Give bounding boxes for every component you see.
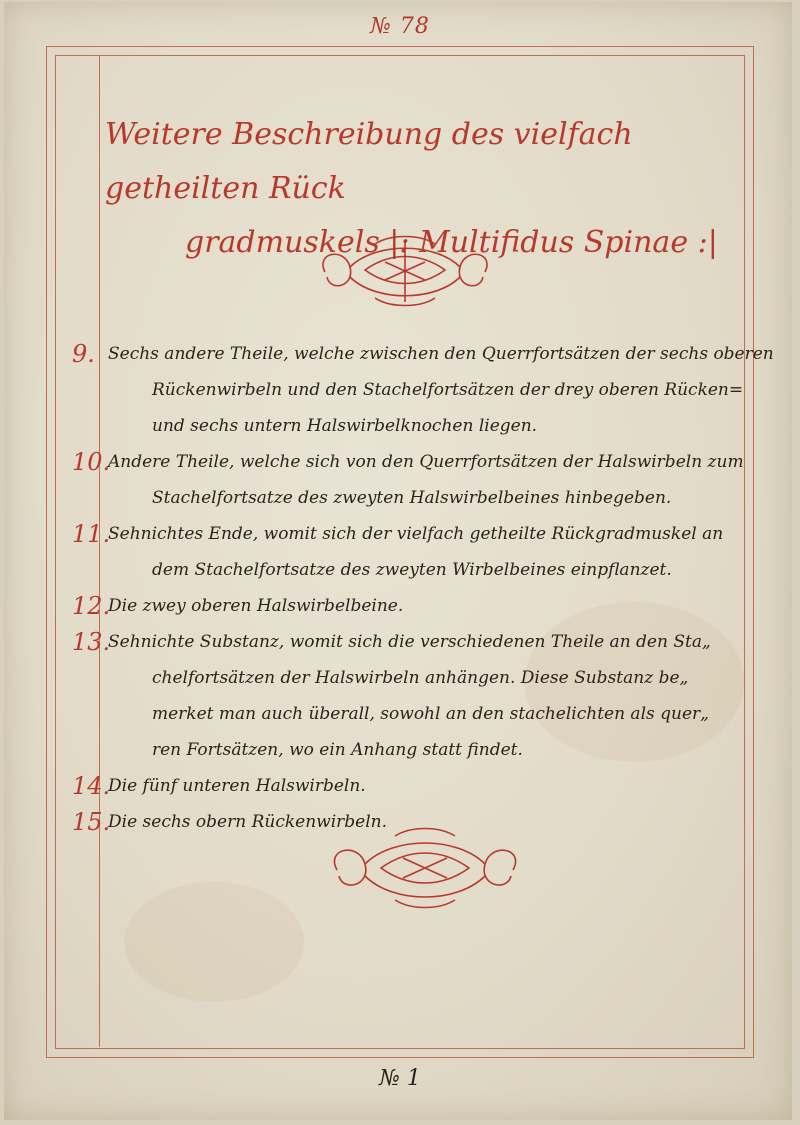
folio-number: № 1 (379, 1066, 421, 1091)
entry-line: Stachelfortsatze des zweyten Halswirbelbeines hinbegeben. (152, 488, 672, 508)
entry-line: merket man auch überall, sowohl an den stachelichten als quer„ (152, 704, 709, 724)
legend-entry-12 (60, 588, 750, 624)
entry-line: chelfortsätzen der Halswirbeln anhängen. Diese Substanz be„ (152, 668, 689, 688)
entry-number: 9. (72, 340, 95, 368)
entry-line: Sehnichtes Ende, womit sich der vielfach getheilte Rückgradmuskel an (108, 524, 724, 544)
entry-text (108, 768, 750, 804)
entry-line: Rückenwirbeln und den Stachelfortsätzen der drey oberen Rücken= (152, 380, 744, 400)
title-line-2: gradmuskels |: Multifidus Spinae :| (185, 225, 718, 260)
entry-number: 14. (72, 772, 111, 800)
entry-number: 13. (72, 628, 111, 656)
legend-entry-14 (60, 768, 750, 804)
flourish-ornament-top (305, 232, 505, 308)
legend-entry-10 (60, 444, 750, 516)
entry-line: dem Stachelfortsatze des zweyten Wirbelbeines einpflanzet. (152, 560, 672, 580)
entry-number: 11. (72, 520, 111, 548)
entry-text (108, 516, 750, 588)
entry-number: 15. (72, 808, 111, 836)
legend-entry-9 (60, 336, 774, 444)
entry-line: und sechs untern Halswirbelknochen liegen. (152, 416, 538, 436)
entry-line: Die fünf unteren Halswirbeln. (108, 776, 366, 796)
page-number: № 78 (370, 14, 430, 39)
entry-text (108, 444, 750, 516)
entry-number: 10. (72, 448, 111, 476)
legend-entry-11 (60, 516, 750, 588)
entry-text (108, 624, 750, 768)
entry-number: 12. (72, 592, 111, 620)
flourish-ornament-bottom (315, 826, 535, 910)
entry-line: Sechs andere Theile, welche zwischen den Querrfortsätzen der sechs oberen (108, 344, 774, 364)
entry-line: Andere Theile, welche sich von den Querrfortsätzen der Halswirbeln zum (108, 452, 744, 472)
entry-line: Die sechs obern Rückenwirbeln. (108, 812, 387, 832)
legend-entry-13 (60, 624, 750, 768)
entry-line: ren Fortsätzen, wo ein Anhang statt findet. (152, 740, 523, 760)
title-line-1: Weitere Beschreibung des vielfach getheilten Rück (105, 117, 633, 206)
entry-line: Sehnichte Substanz, womit sich die verschiedenen Theile an den Sta„ (108, 632, 711, 652)
entry-text (108, 588, 750, 624)
entry-text (108, 336, 774, 444)
entry-line: Die zwey oberen Halswirbelbeine. (108, 596, 404, 616)
legend-entries (60, 336, 774, 840)
